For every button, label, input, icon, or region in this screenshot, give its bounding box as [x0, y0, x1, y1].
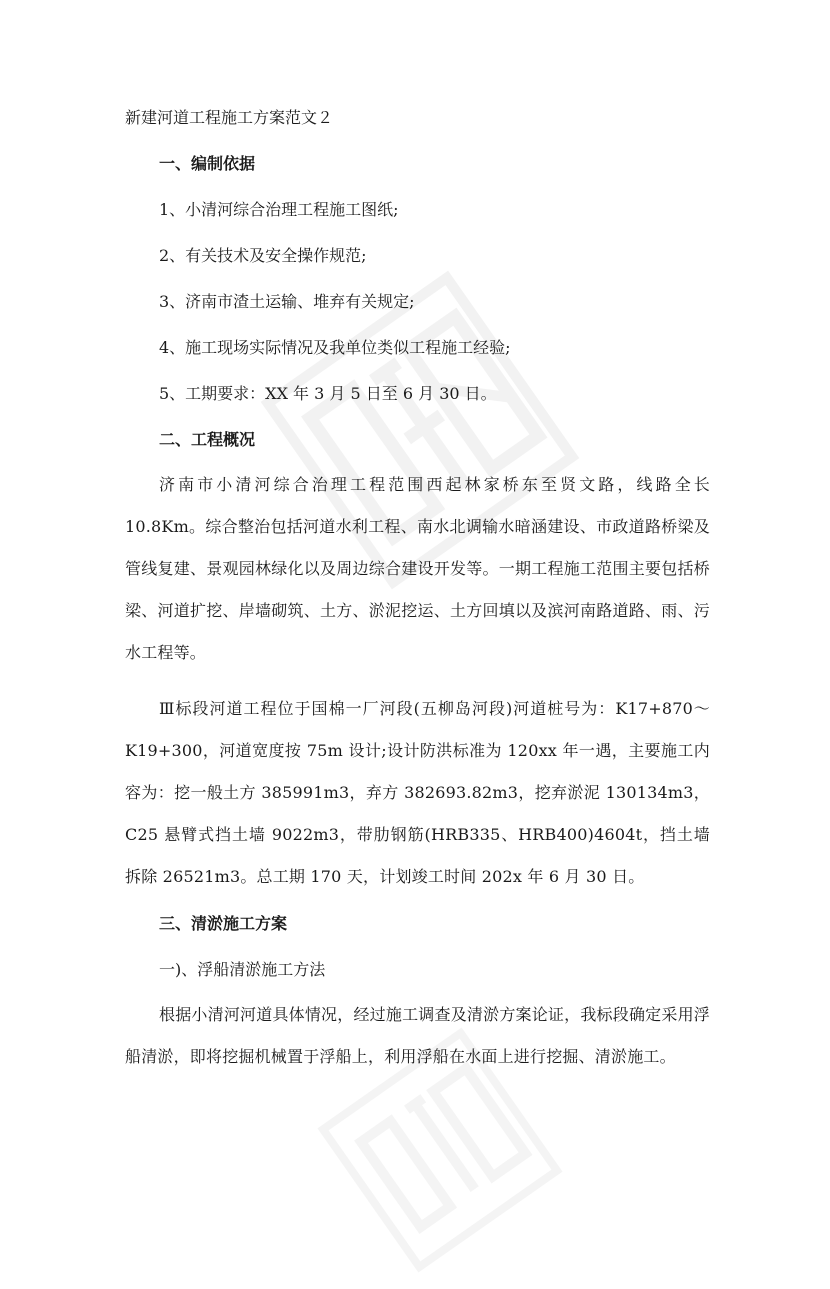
section-heading: 一、编制依据	[159, 154, 256, 173]
document-body	[125, 106, 710, 1092]
list-item: 4、施工现场实际情况及我单位类似工程施工经验;	[159, 338, 511, 357]
list-item: 5、工期要求：XX 年 3 月 5 日至 6 月 30 日。	[159, 384, 497, 403]
paragraph: 根据小清河河道具体情况，经过施工调查及清淤方案论证，我标段确定采用浮船清淤，即将挖掘机械置于浮船上，利用浮船在水面上进行挖掘、清淤施工。	[125, 1005, 710, 1066]
section-heading: 二、工程概况	[159, 430, 256, 449]
section-heading: 三、清淤施工方案	[159, 914, 288, 933]
list-item: 3、济南市渣土运输、堆弃有关规定;	[159, 292, 415, 311]
document-title: 新建河道工程施工方案范文２	[125, 108, 334, 127]
paragraph: 济南市小清河综合治理工程范围西起林家桥东至贤文路，线路全长 10.8Km。综合整治包括河道水利工程、南水北调输水暗涵建设、市政道路桥梁及管线复建、景观园林绿化以及周边综合建设开发等。一期工程施工范围主要包括桥梁、河道扩挖、岸墙砌筑、土方、淤泥挖运、土方回填以及滨河南路道路、雨、污水工程等。	[125, 475, 710, 662]
subsection-heading: 一)、浮船清淤施工方法	[159, 960, 326, 979]
list-item: 2、有关技术及安全操作规范;	[159, 246, 367, 265]
list-item: 1、小清河综合治理工程施工图纸;	[159, 200, 399, 219]
paragraph: Ⅲ标段河道工程位于国棉一厂河段(五柳岛河段)河道桩号为：K17+870～K19+300，河道宽度按 75m 设计;设计防洪标准为 120xx 年一遇，主要施工内容为：挖一般土方 385991m3，弃方 382693.82m3，挖弃淤泥 130134m3，C25 悬臂式挡土墙 9022m3，带肋钢筋(HRB335、HRB400)4604t，挡土墙拆除 26521m3。总工期 170 天，计划竣工时间 202x 年 6 月 30 日。	[125, 699, 710, 886]
